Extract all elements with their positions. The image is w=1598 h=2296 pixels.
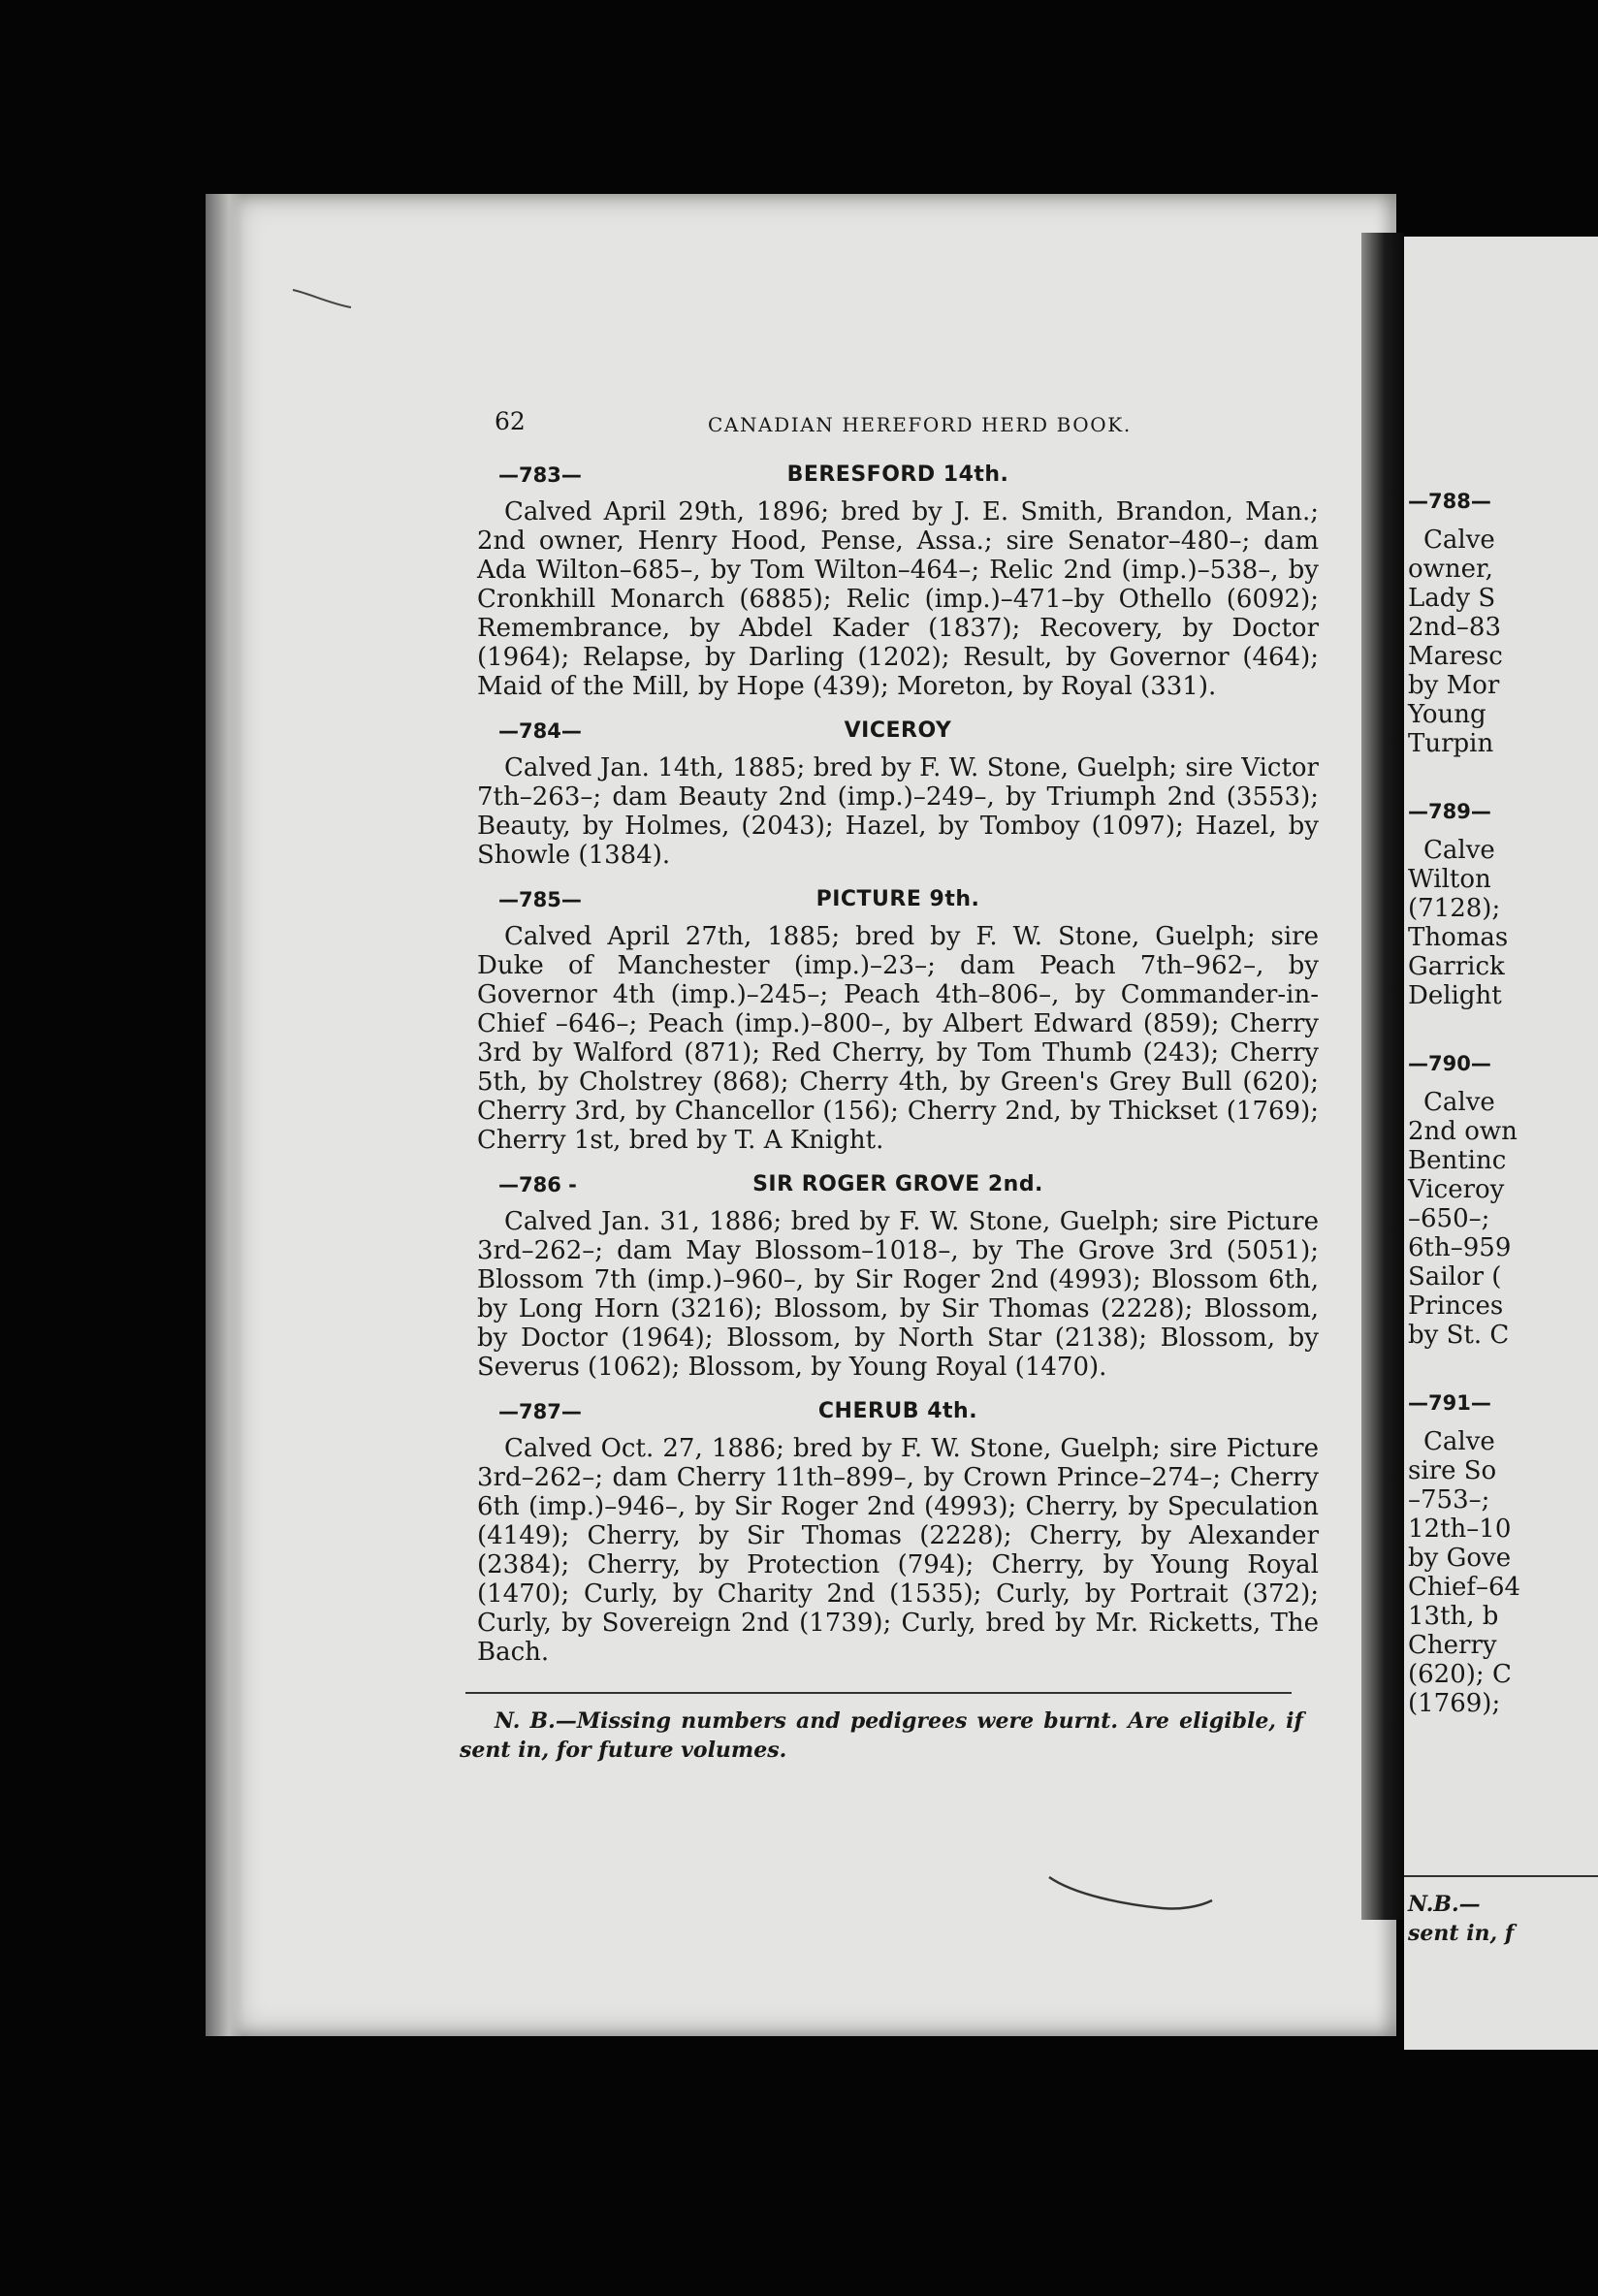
facing-entry-number: —789— xyxy=(1408,800,1491,823)
facing-entry-number: —788— xyxy=(1408,490,1491,513)
footnote: N. B.—Missing numbers and pedigrees were burnt. Are eligible, if sent in, for future volumes. xyxy=(460,1708,1303,1763)
entry-785 xyxy=(477,885,1319,1155)
facing-text-line: 6th–959 xyxy=(1408,1233,1512,1262)
entry-name: VICEROY xyxy=(844,718,952,743)
entry-783 xyxy=(477,461,1319,701)
entry-pedigree: Calved Jan. 14th, 1885; bred by F. W. Stone, Guelph; sire Victor 7th–263–; dam Beauty 2nd (imp.)–249–, by Triumph 2nd (3553); Beauty, by Holmes, (2043); Hazel, by Tomboy (1097); Hazel, by Showle (1384). xyxy=(477,753,1319,870)
entry-784 xyxy=(477,717,1319,870)
facing-text-line: Cherry xyxy=(1408,1631,1497,1660)
pencil-mark-top xyxy=(291,286,359,315)
facing-text-line: 13th, b xyxy=(1408,1602,1499,1631)
facing-page xyxy=(1404,237,1598,2050)
entry-pedigree: Calved Oct. 27, 1886; bred by F. W. Stone, Guelph; sire Picture 3rd–262–; dam Cherry 11th–899–, by Crown Prince–274–; Cherry 6th (imp.)–946–, by Sir Roger 2nd (4993); Cherry, by Speculation (4149); Cherry, by Sir Thomas (2228); Cherry, by Alexander (2384); Cherry, by Protection (794); Cherry, by Young Royal (1470); Curly, by Charity 2nd (1535); Curly, by Portrait (372); Curly, by Sovereign 2nd (1739); Curly, bred by Mr. Ricketts, The Bach. xyxy=(477,1434,1319,1667)
facing-entry-number: —791— xyxy=(1408,1391,1491,1415)
entry-pedigree: Calved April 27th, 1885; bred by F. W. Stone, Guelph; sire Duke of Manchester (imp.)–23–; dam Peach 7th–962–, by Governor 4th (imp.)–245–; Peach 4th–806–, by Commander-in-Chief –646–; Peach (imp.)–800–, by Albert Edward (859); Cherry 3rd by Walford (871); Red Cherry, by Tom Thumb (243); Cherry 5th, by Cholstrey (868); Cherry 4th, by Green's Grey Bull (620); Cherry 3rd, by Chancellor (156); Cherry 2nd, by Thickset (1769); Cherry 1st, bred by T. A Knight. xyxy=(477,922,1319,1155)
facing-text-line: Calve xyxy=(1423,836,1495,865)
facing-text-line: Thomas xyxy=(1408,923,1509,952)
footnote-rule xyxy=(465,1692,1292,1694)
page-number: 62 xyxy=(495,407,526,435)
facing-text-line: by Gove xyxy=(1408,1544,1512,1573)
facing-text-line: owner, xyxy=(1408,555,1493,584)
entry-pedigree: Calved April 29th, 1896; bred by J. E. Smith, Brandon, Man.; 2nd owner, Henry Hood, Pense, Assa.; sire Senator–480–; dam Ada Wilton–685–, by Tom Wilton–464–; Relic 2nd (imp.)–538–, by Cronkhill Monarch (6885); Relic (imp.)–471–by Othello (6092); Remembrance, by Abdel Kader (1837); Recovery, by Doctor (1964); Relapse, by Darling (1202); Result, by Governor (464); Maid of the Mill, by Hope (439); Moreton, by Royal (331). xyxy=(477,497,1319,701)
entry-786 xyxy=(477,1170,1319,1382)
facing-page-rule xyxy=(1404,1875,1598,1877)
facing-text-line: Maresc xyxy=(1408,642,1503,671)
facing-text-line: Lady S xyxy=(1408,584,1496,613)
facing-text-line: Sailor ( xyxy=(1408,1262,1502,1292)
entry-787 xyxy=(477,1397,1319,1667)
page-header xyxy=(495,407,1309,446)
facing-text-line: –753–; xyxy=(1408,1485,1490,1515)
facing-text-line: Bentinc xyxy=(1408,1146,1507,1175)
facing-text-line: (620); C xyxy=(1408,1660,1512,1689)
entries-column xyxy=(477,461,1319,1682)
facing-text-line: Garrick xyxy=(1408,952,1505,981)
running-head: CANADIAN HEREFORD HERD BOOK. xyxy=(708,413,1132,436)
facing-text-line: Calve xyxy=(1423,526,1495,555)
book-gutter xyxy=(1361,233,1404,1920)
facing-text-line: Calve xyxy=(1423,1427,1495,1456)
facing-text-line: Wilton xyxy=(1408,865,1491,894)
pencil-mark-bottom xyxy=(1045,1871,1220,1920)
facing-text-line: Princes xyxy=(1408,1292,1504,1321)
facing-text-line: by Mor xyxy=(1408,671,1500,700)
facing-text-line: Young xyxy=(1408,700,1486,729)
facing-text-line: (7128); xyxy=(1408,894,1501,923)
facing-text-line: Delight xyxy=(1408,981,1502,1010)
facing-text-line: sire So xyxy=(1408,1456,1497,1485)
facing-text-line: Chief–64 xyxy=(1408,1573,1521,1602)
facing-text-line: (1769); xyxy=(1408,1689,1501,1718)
facing-entry-number: —790— xyxy=(1408,1052,1491,1075)
facing-text-line: –650–; xyxy=(1408,1204,1490,1233)
entry-pedigree: Calved Jan. 31, 1886; bred by F. W. Stone, Guelph; sire Picture 3rd–262–; dam May Blossom–1018–, by The Grove 3rd (5051); Blossom 7th (imp.)–960–, by Sir Roger 2nd (4993); Blossom 6th, by Long Horn (3216); Blossom, by Sir Thomas (2228); Blossom, by Doctor (1964); Blossom, by North Star (2138); Blossom, by Severus (1062); Blossom, by Young Royal (1470). xyxy=(477,1207,1319,1382)
entry-number: —785— xyxy=(498,888,582,911)
facing-note-2: sent in, f xyxy=(1408,1921,1515,1946)
facing-text-line: Turpin xyxy=(1408,729,1494,758)
entry-name: BERESFORD 14th. xyxy=(786,462,1009,487)
entry-number: —786 - xyxy=(498,1173,577,1196)
entry-number: —784— xyxy=(498,719,582,743)
facing-text-line: 2nd own xyxy=(1408,1117,1518,1146)
facing-note-1: N.B.— xyxy=(1408,1892,1481,1917)
facing-text-line: 12th–10 xyxy=(1408,1515,1512,1544)
facing-text-line: Calve xyxy=(1423,1088,1495,1117)
entry-name: SIR ROGER GROVE 2nd. xyxy=(752,1172,1043,1196)
entry-name: CHERUB 4th. xyxy=(817,1399,978,1423)
facing-text-line: by St. C xyxy=(1408,1321,1510,1350)
entry-number: —787— xyxy=(498,1400,582,1423)
entry-name: PICTURE 9th. xyxy=(815,887,980,911)
entry-number: —783— xyxy=(498,463,582,487)
facing-text-line: Viceroy xyxy=(1408,1175,1505,1204)
facing-text-line: 2nd–83 xyxy=(1408,613,1502,642)
